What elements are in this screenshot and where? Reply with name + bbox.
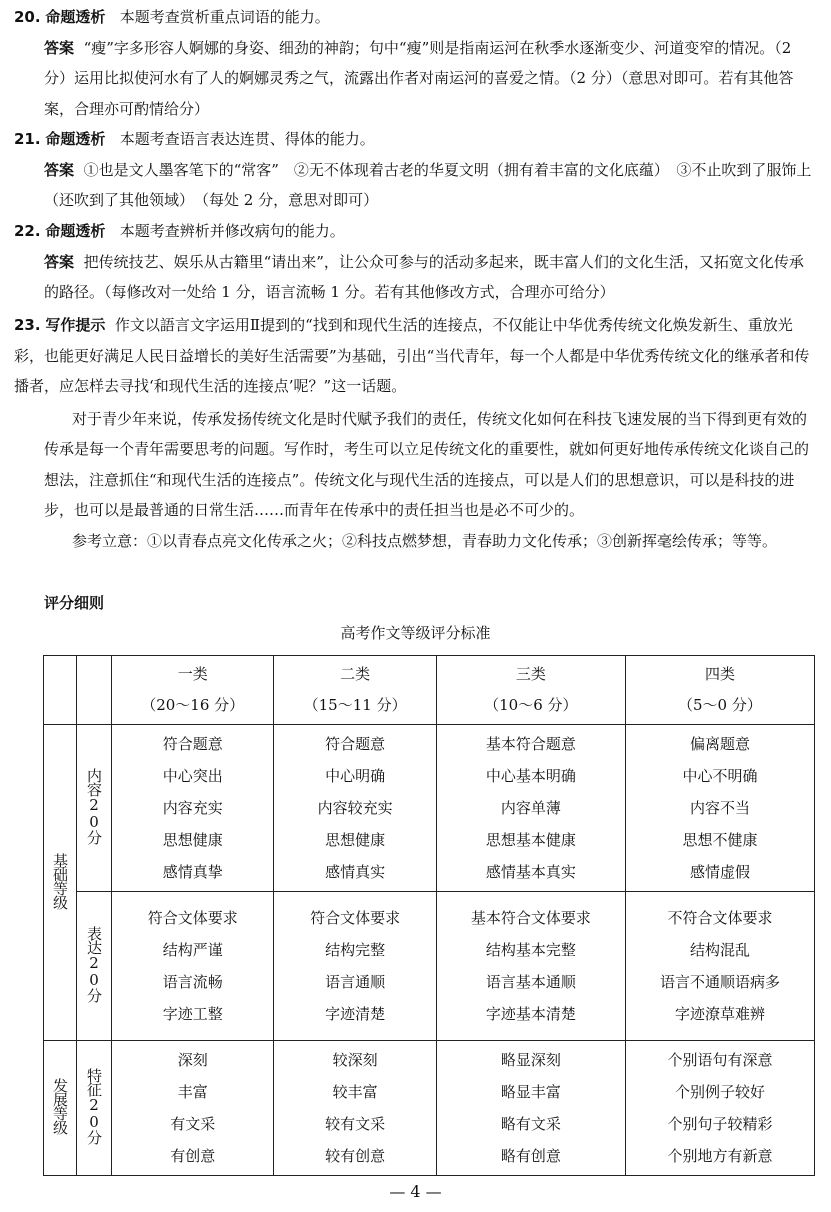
criteria-cell — [112, 725, 274, 892]
sub-label-cell — [77, 725, 112, 892]
criterion: 有创意 — [170, 1147, 216, 1165]
criterion: 语言流畅 — [162, 973, 223, 991]
criteria-cell — [112, 892, 274, 1041]
criterion: 基本符合题意 — [485, 735, 576, 753]
column-name: 三类 — [515, 665, 546, 683]
page-number: — 4 — — [389, 1182, 442, 1201]
answer-text: “瘦”字多形容人婀娜的身姿、细劲的神韵；句中“瘦”则是指南运河在秋季水逐渐变少、河道变窄的情况。（2 分）运用比拟使河水有了人的婀娜灵秀之气，流露出作者对南运河的喜爱之情。（2 分）（意思对即可。若有其他答案，合理亦可酌情给分） — [44, 38, 794, 118]
criterion: 较深刻 — [332, 1051, 378, 1069]
question-23 — [14, 310, 817, 556]
reference-ideas: 参考立意：①以青春点亮文化传承之火；②科技点燃梦想，青春助力文化传承；③创新挥毫绘传承；等等。 — [72, 531, 778, 550]
criterion: 结构基本完整 — [485, 941, 576, 959]
criterion: 略有文采 — [500, 1115, 561, 1133]
criterion: 基本符合文体要求 — [470, 909, 591, 927]
criterion: 中心明确 — [325, 767, 386, 785]
column-range: （15～11 分） — [303, 696, 407, 714]
criterion: 符合文体要求 — [310, 909, 401, 927]
criterion: 丰富 — [177, 1083, 208, 1101]
analysis-text: 本题考查赏析重点词语的能力。 — [119, 8, 330, 26]
criterion: 深刻 — [177, 1051, 208, 1069]
writing-tip-text: 作文以語言文字运用Ⅱ提到的“找到和现代生活的连接点，不仅能让中华优秀传统文化焕发新生、重放光彩，也能更好满足人民日益增长的美好生活需要”为基础，引出“当代青年，每一个人都是中华优秀传统文化的继承者和传播者，应怎样去寻找‘和现代生活的连接点’呢？”这一话题。 — [14, 316, 810, 395]
question-number: 22. — [14, 222, 41, 240]
criterion: 符合题意 — [325, 735, 386, 753]
criterion: 结构严谨 — [162, 941, 223, 959]
criteria-cell — [274, 1041, 436, 1176]
criterion: 内容单薄 — [500, 799, 561, 817]
criterion: 感情真挚 — [162, 863, 223, 881]
criterion: 较有创意 — [325, 1147, 386, 1165]
criterion: 略显深刻 — [500, 1051, 561, 1069]
scoring-rubric-table — [43, 655, 815, 1176]
column-range: （5～0 分） — [678, 696, 762, 714]
table-row — [44, 1041, 815, 1176]
question-number: 20. — [14, 8, 41, 26]
criterion: 中心不明确 — [682, 767, 758, 785]
criterion: 感情虚假 — [689, 863, 750, 881]
criterion: 不符合文体要求 — [667, 909, 773, 927]
criterion: 内容充实 — [162, 799, 223, 817]
sub-label-cell — [77, 892, 112, 1041]
writing-tip-paragraph: 对于青少年来说，传承发扬传统文化是时代赋予我们的责任，传统文化如何在科技飞速发展的当下得到更有效的传承是每一个青年需要思考的问题。写作时，考生可以立足传统文化的重要性，就如何更好地传承传统文化谈自己的想法，注意抓住“和现代生活的连接点”。传统文化与现代生活的连接点，可以是人们的思想意识，可以是科技的进步，也可以是最普通的日常生活……而青年在传承中的责任担当也是必不可少的。 — [44, 409, 810, 519]
criterion: 较有文采 — [325, 1115, 386, 1133]
table-title: 高考作文等级评分标准 — [340, 624, 491, 642]
group-label: 基础等级 — [51, 852, 69, 909]
sub-label: 表达20分 — [85, 926, 103, 1002]
sub-label-cell — [77, 1041, 112, 1176]
criterion: 内容较充实 — [317, 799, 393, 817]
criteria-cell — [625, 892, 814, 1041]
criterion: 字迹基本清楚 — [485, 1005, 576, 1023]
criteria-cell — [274, 725, 436, 892]
group-label: 发展等级 — [51, 1078, 69, 1134]
criterion: 思想健康 — [325, 831, 386, 849]
criterion: 思想健康 — [162, 831, 223, 849]
answer-text: ①也是文人墨客笔下的“常客” ②无不体现着古老的华夏文明（拥有着丰富的文化底蕴） ③不止吹到了服饰上（还吹到了其他领域） （每处 2 分，意思对即可） — [44, 160, 812, 209]
column-name: 四类 — [704, 665, 735, 683]
table-row — [44, 725, 815, 892]
answer-label: 答案 — [44, 160, 75, 179]
analysis-label: 命题透析 — [45, 130, 106, 148]
criterion: 感情基本真实 — [485, 863, 576, 881]
criterion: 语言不通顺语病多 — [659, 973, 780, 991]
question-22 — [14, 216, 817, 308]
criterion: 较丰富 — [332, 1083, 378, 1101]
criterion: 个别例子较好 — [674, 1083, 765, 1101]
criteria-cell — [625, 1041, 814, 1176]
analysis-label: 命题透析 — [45, 222, 106, 240]
criterion: 中心突出 — [162, 767, 223, 785]
criterion: 符合题意 — [162, 735, 223, 753]
column-name: 一类 — [177, 665, 208, 683]
criterion: 中心基本明确 — [485, 767, 576, 785]
table-header-row — [44, 656, 815, 725]
question-number: 21. — [14, 130, 41, 148]
criterion: 字迹工整 — [162, 1005, 223, 1023]
criterion: 语言通顺 — [325, 973, 386, 991]
corner-cell — [44, 656, 77, 725]
criterion: 符合文体要求 — [147, 909, 238, 927]
column-range: （20～16 分） — [141, 696, 245, 714]
group-label-cell — [44, 725, 77, 1041]
sub-label: 特征20分 — [85, 1068, 103, 1144]
column-header — [436, 656, 625, 725]
column-range: （10～6 分） — [484, 696, 578, 714]
criterion: 思想基本健康 — [485, 831, 576, 849]
criterion: 偏离题意 — [689, 735, 750, 753]
question-20 — [14, 2, 817, 124]
column-name: 二类 — [340, 665, 371, 683]
group-label-cell — [44, 1041, 77, 1176]
criterion: 个别语句有深意 — [667, 1051, 773, 1069]
writing-tip-label: 写作提示 — [45, 316, 106, 334]
table-row — [44, 892, 815, 1041]
question-21 — [14, 124, 817, 216]
criterion: 字迹潦草难辨 — [674, 1005, 765, 1023]
criteria-cell — [112, 1041, 274, 1176]
criteria-cell — [436, 892, 625, 1041]
criteria-cell — [625, 725, 814, 892]
analysis-text: 本题考查语言表达连贯、得体的能力。 — [119, 130, 375, 148]
criterion: 结构完整 — [325, 941, 386, 959]
criterion: 思想不健康 — [682, 831, 758, 849]
column-header — [625, 656, 814, 725]
column-header — [274, 656, 436, 725]
criterion: 有文采 — [170, 1115, 216, 1133]
answer-label: 答案 — [44, 38, 75, 57]
column-header — [112, 656, 274, 725]
sub-label: 内容20分 — [85, 768, 103, 844]
criterion: 内容不当 — [689, 799, 750, 817]
section-title: 评分细则 — [44, 594, 105, 612]
criterion: 个别句子较精彩 — [667, 1115, 773, 1133]
criterion: 语言基本通顺 — [485, 973, 576, 991]
answer-label: 答案 — [44, 252, 75, 271]
analysis-label: 命题透析 — [45, 8, 106, 26]
corner-cell — [77, 656, 112, 725]
question-number: 23. — [14, 316, 41, 334]
criteria-cell — [436, 725, 625, 892]
answer-text: 把传统技艺、娱乐从古籍里“请出来”，让公众可参与的活动多起来，既丰富人们的文化生活，又拓宽文化传承的路径。（每修改对一处给 1 分，语言流畅 1 分。若有其他修改方式，合理亦可给分） — [44, 252, 804, 301]
criteria-cell — [436, 1041, 625, 1176]
analysis-text: 本题考查辨析并修改病句的能力。 — [119, 222, 345, 240]
criterion: 略显丰富 — [500, 1083, 561, 1101]
criterion: 结构混乱 — [689, 941, 750, 959]
criterion: 个别地方有新意 — [667, 1147, 773, 1165]
criteria-cell — [274, 892, 436, 1041]
criterion: 略有创意 — [500, 1147, 561, 1165]
criterion: 感情真实 — [325, 863, 386, 881]
criterion: 字迹清楚 — [325, 1005, 386, 1023]
